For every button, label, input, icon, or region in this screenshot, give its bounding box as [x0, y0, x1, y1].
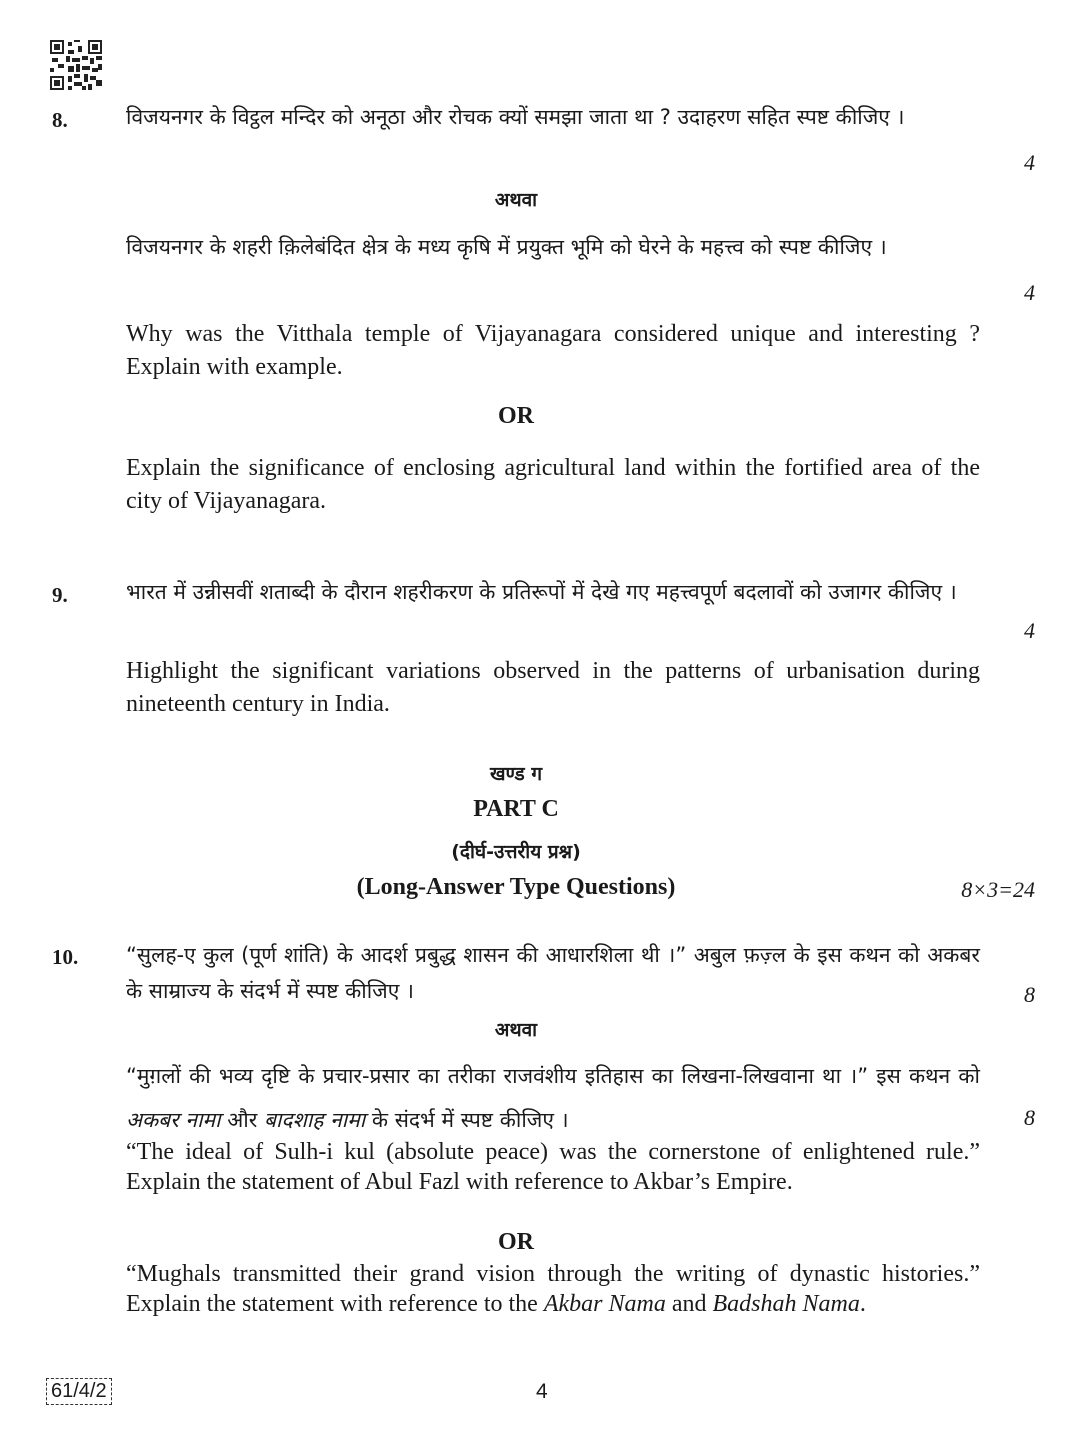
question-hindi-text — [126, 1054, 980, 1142]
paper-code: 61/4/2 — [46, 1378, 112, 1405]
text-run: “मुग़लों की भव्य दृष्टि के प्रचार-प्रसार का तरीका राजवंशीय इतिहास का लिखना-लिखवाना था ।” इस कथन को — [126, 1064, 980, 1088]
question-hindi-text: विजयनगर के शहरी क़िलेबंदित क्षेत्र के मध्य कृषि में प्रयुक्त भूमि को घेरने के महत्त्व को स्पष्ट कीजिए । — [126, 235, 887, 259]
question-english-text — [126, 1259, 980, 1319]
question-hindi-text: “सुलह-ए कुल (पूर्ण शांति) के आदर्श प्रबुद्ध शासन की आधारशिला थी ।” अबुल फ़ज़्ल के इस कथन को अकबर के साम्राज्य के संदर्भ में स्पष्ट कीजिए । — [126, 943, 980, 1003]
question-hindi-text: विजयनगर के विट्ठल मन्दिर को अनूठा और रोचक क्यों समझा जाता था ? उदाहरण सहित स्पष्ट कीजिए । — [126, 105, 905, 129]
or-divider: OR — [498, 403, 534, 429]
book-title: Akbar Nama — [543, 1291, 666, 1317]
marks-label: 8 — [1024, 982, 1035, 1007]
or-divider: OR — [498, 1229, 534, 1255]
text-run: “Mughals transmitted their grand vision through the writing of dynastic histories.” Explain the statement with reference to the — [126, 1261, 980, 1317]
question-number: 8. — [52, 108, 68, 132]
marks-scheme: 8×3=24 — [961, 877, 1035, 902]
book-title: बादशाह नामा — [263, 1108, 366, 1132]
marks-label: 8 — [1024, 1105, 1035, 1130]
section-hindi-title: खण्ड ग — [489, 763, 543, 785]
athva-divider: अथवा — [494, 1019, 538, 1041]
text-run: और — [227, 1108, 258, 1132]
section-subtitle: (Long-Answer Type Questions) — [356, 874, 676, 900]
book-title: अकबर नामा — [126, 1108, 221, 1132]
text-run: . — [859, 1291, 866, 1317]
marks-label: 4 — [1024, 280, 1035, 305]
question-english-text: “The ideal of Sulh-i kul (absolute peace) was the cornerstone of enlightened rule.” Explain the statement of Abul Fazl with reference to Akbar’s Empire. — [126, 1139, 980, 1195]
question-english-text: Why was the Vitthala temple of Vijayanagara considered unique and interesting ? Explain with example. — [126, 321, 980, 380]
question-english-text: Highlight the significant variations observed in the patterns of urbanisation during nineteenth century in India. — [126, 658, 980, 717]
marks-label: 4 — [1024, 618, 1035, 643]
book-title: Badshah Nama — [712, 1291, 860, 1317]
question-number: 10. — [52, 945, 79, 969]
question-hindi-text: भारत में उन्नीसवीं शताब्दी के दौरान शहरीकरण के प्रतिरूपों में देखे गए महत्त्वपूर्ण बदलावों को उजागर कीजिए । — [126, 580, 957, 604]
qr-code — [50, 40, 102, 90]
section-title: PART C — [473, 796, 559, 822]
text-run: and — [671, 1291, 707, 1317]
question-english-text: Explain the significance of enclosing agricultural land within the fortified area of the city of Vijayanagara. — [126, 455, 980, 514]
text-run: के संदर्भ में स्पष्ट कीजिए । — [371, 1108, 569, 1132]
athva-divider: अथवा — [494, 189, 538, 211]
section-hindi-subtitle: (दीर्घ-उत्तरीय प्रश्न) — [451, 841, 581, 863]
marks-label: 4 — [1024, 150, 1035, 175]
question-number: 9. — [52, 583, 68, 607]
page-number: 4 — [536, 1380, 548, 1403]
